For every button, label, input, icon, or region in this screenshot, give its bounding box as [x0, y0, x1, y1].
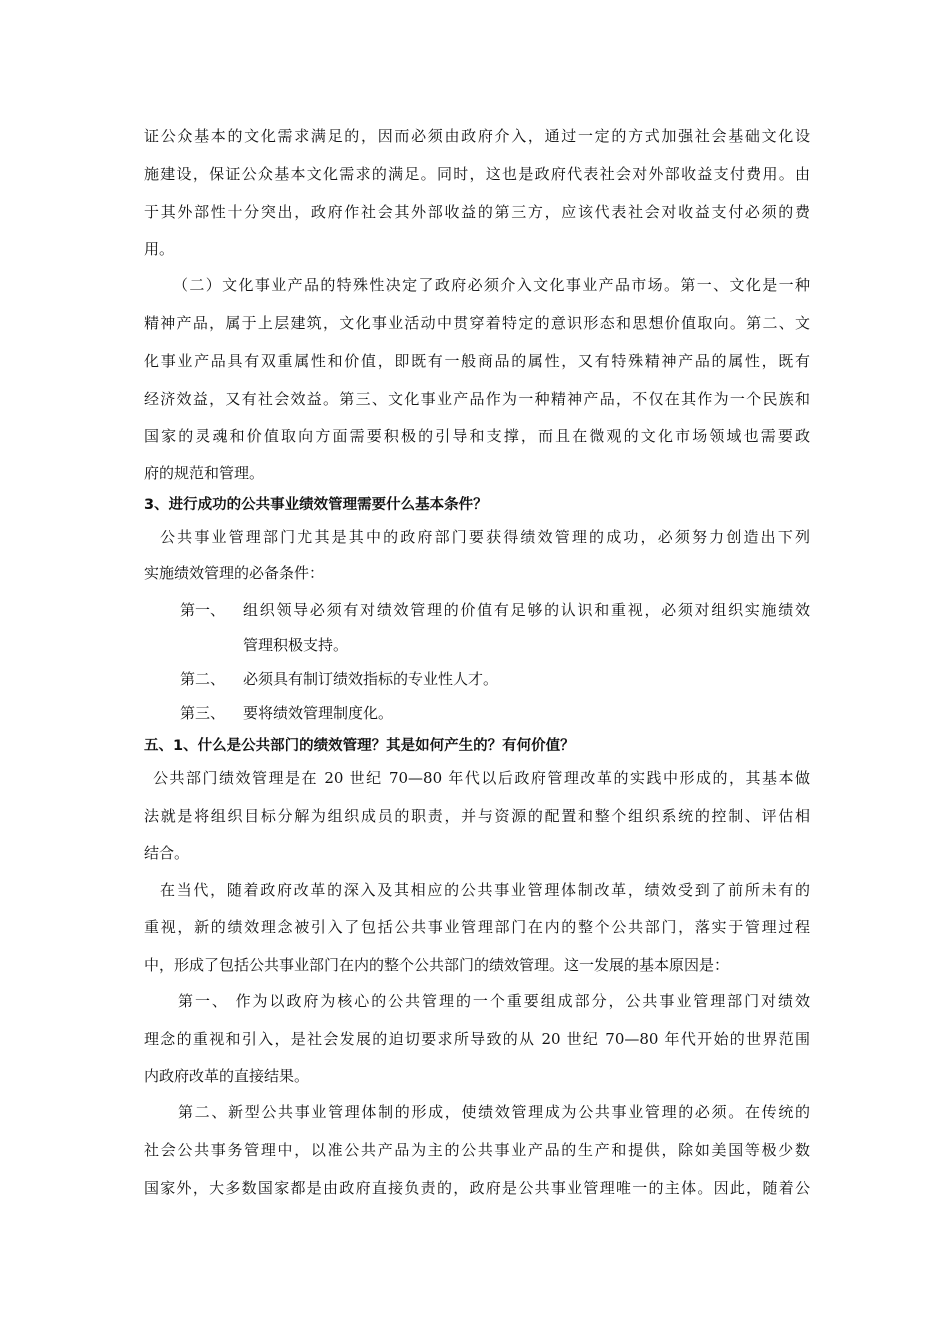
text-line: 证公众基本的文化需求满足的，因而必须由政府介入，通过一定的方式加强社会基础文化设 [144, 127, 810, 145]
text-line: 实施绩效管理的必备条件： [144, 564, 325, 582]
text-line: 于其外部性十分突出，政府作社会其外部收益的第三方，应该代表社会对收益支付必须的费 [144, 203, 810, 221]
list-item-text: 管理积极支持。 [243, 636, 349, 654]
text-line: 第二、新型公共事业管理体制的形成，使绩效管理成为公共事业管理的必须。在传统的 [178, 1103, 810, 1121]
text-line: 精神产品，属于上层建筑，文化事业活动中贯穿着特定的意识形态和思想价值取向。第二、文 [144, 314, 810, 332]
text-line: 法就是将组织目标分解为组织成员的职责，并与资源的配置和整个组织系统的控制、评估相 [144, 807, 810, 825]
text-line: （二）文化事业产品的特殊性决定了政府必须介入文化事业产品市场。第一、文化是一种 [173, 276, 810, 294]
text-line: 第一、 作为以政府为核心的公共管理的一个重要组成部分，公共事业管理部门对绩效 [178, 992, 810, 1010]
text-line: 府的规范和管理。 [144, 464, 265, 482]
text-line: 重视，新的绩效理念被引入了包括公共事业管理部门在内的整个公共部门，落实于管理过程 [144, 918, 810, 936]
text-line: 理念的重视和引入，是社会发展的迫切要求所导致的从 20 世纪 70—80 年代开始的世界范围 [144, 1030, 810, 1048]
text-line: 社会公共事务管理中，以准公共产品为主的公共事业产品的生产和提供，除如美国等极少数 [144, 1141, 810, 1159]
list-item-text: 必须具有制订绩效指标的专业性人才。 [243, 670, 499, 688]
section-heading: 五、1、什么是公共部门的绩效管理？其是如何产生的？有何价值？ [144, 738, 575, 754]
text-line: 施建设，保证公众基本文化需求的满足。同时，这也是政府代表社会对外部收益支付费用。由 [144, 165, 810, 183]
list-item-text: 组织领导必须有对绩效管理的价值有足够的认识和重视，必须对组织实施绩效 [243, 601, 810, 619]
list-item-label: 第一、 [180, 601, 226, 619]
text-line: 用。 [144, 240, 175, 258]
text-line: 内政府改革的直接结果。 [144, 1067, 310, 1085]
list-item-label: 第三、 [180, 704, 226, 722]
text-line: 国家外，大多数国家都是由政府直接负责的，政府是公共事业管理唯一的主体。因此，随着公 [144, 1179, 810, 1197]
text-line: 公共事业管理部门尤其是其中的政府部门要获得绩效管理的成功，必须努力创造出下列 [160, 528, 810, 546]
text-line: 中，形成了包括公共事业部门在内的整个公共部门的绩效管理。这一发展的基本原因是： [144, 956, 730, 974]
text-line: 国家的灵魂和价值取向方面需要积极的引导和支撑，而且在微观的文化市场领域也需要政 [144, 427, 810, 445]
text-line: 公共部门绩效管理是在 20 世纪 70—80 年代以后政府管理改革的实践中形成的，其基本做 [153, 769, 810, 787]
text-line: 在当代，随着政府改革的深入及其相应的公共事业管理体制改革，绩效受到了前所未有的 [160, 881, 810, 899]
list-item-text: 要将绩效管理制度化。 [243, 704, 394, 722]
text-line: 经济效益，又有社会效益。第三、文化事业产品作为一种精神产品，不仅在其作为一个民族和 [144, 390, 810, 408]
list-item-label: 第二、 [180, 670, 226, 688]
text-line: 结合。 [144, 844, 190, 862]
section-heading: 3、进行成功的公共事业绩效管理需要什么基本条件？ [144, 497, 488, 513]
text-line: 化事业产品具有双重属性和价值，即既有一般商品的属性，又有特殊精神产品的属性，既有 [144, 352, 810, 370]
